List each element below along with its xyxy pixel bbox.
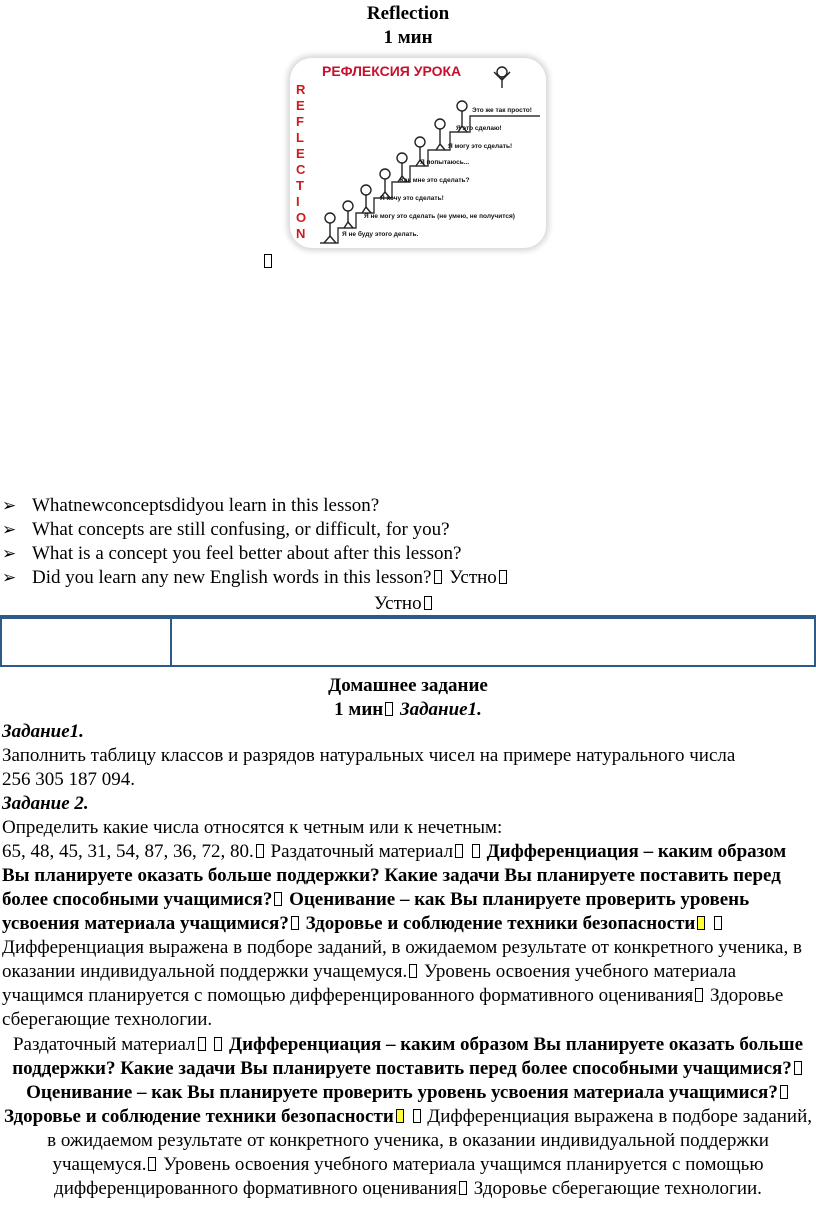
list-item: ➢ Did you learn any new English words in this lesson? Устно (0, 566, 816, 590)
table-cell (172, 617, 816, 667)
table-cell (0, 617, 172, 667)
resources-block-centered: Раздаточный материал Дифференциация – каким образом Вы планируете оказать больше поддержки? Какие задачи Вы планируете поставить перед более способными учащимися? Оценивание – как Вы планируете проверить уровень усвоения материала учащимися? Здоровье и соблюдение техники безопасности Дифференциация выражена в подборе заданий, в ожидаемом результате от конкретного ученика, в оказании индивидуальной поддержки учащемуся. Уровень освоения учебного материала учащимся планируется с помощью дифференцированного формативного оценивания Здоровье сберегающие технологии. (3, 1034, 813, 1199)
side-letter: C (296, 162, 306, 177)
homework-time: 1 мин Задание1. (334, 699, 482, 720)
oral-inline: Устно (449, 567, 497, 588)
empty-table-row (0, 617, 816, 667)
list-item: ➢ What concepts are still confusing, or difficult, for you? (2, 519, 450, 540)
step-caption: Как мне это сделать? (400, 177, 470, 184)
reflection-title: Reflection (366, 3, 450, 24)
resources-block-left: 65, 48, 45, 31, 54, 87, 36, 72, 80. Раздаточный материал Дифференциация – каким образом Вы планируете оказать больше поддержки? Какие задачи Вы планируете поставить перед более способными учащимися? Оценивание – как Вы планируете проверить уровень усвоения материала учащимися? Здоровье и соблюдение техники безопасности Дифференциация выражена в подборе заданий, в ожидаемом результате от конкретного ученика, в оказании индивидуальной поддержки учащемуся. Уровень освоения учебного материала учащимся планируется с помощью дифференцированного формативного оценивания Здоровье сберегающие технологии. (2, 841, 802, 1030)
task2-text: Определить какие числа относятся к четным или к нечетным: (2, 817, 503, 838)
homework-body (2, 720, 816, 1032)
list-item: ➢ Whatnewconceptsdidyou learn in this lesson? (2, 495, 380, 516)
side-letter: F (296, 114, 304, 129)
task1-text-line2: 256 305 187 094. (2, 769, 135, 790)
step-caption: Я не могу это сделать (не умею, не получится) (364, 213, 515, 220)
task1-text-line1: Заполнить таблицу классов и разрядов натуральных чисел на примере натурального числа (2, 745, 736, 766)
side-letter: N (296, 226, 306, 241)
arrow-bullet-icon: ➢ (2, 520, 17, 540)
side-letter: R (296, 82, 306, 97)
arrow-bullet-icon: ➢ (2, 568, 17, 588)
side-letter: O (296, 210, 307, 225)
image-side-letters (296, 82, 306, 241)
arrow-bullet-icon: ➢ (2, 496, 17, 516)
reflection-time: 1 мин (383, 27, 433, 48)
side-letter: I (296, 194, 300, 209)
step-caption: Это же так просто! (472, 107, 532, 114)
list-item: ➢ What is a concept you feel better about after this lesson? (2, 543, 462, 564)
step-caption: Я это сделаю! (456, 125, 502, 132)
homework-title: Домашнее задание (328, 675, 488, 696)
side-letter: E (296, 146, 305, 161)
arrow-bullet-icon: ➢ (2, 544, 17, 564)
oral-label: Устно (374, 592, 434, 616)
step-caption: Я могу это сделать! (448, 143, 513, 150)
side-letter: L (296, 130, 304, 145)
step-caption: Я не буду этого делать. (342, 231, 419, 238)
side-letter: E (296, 98, 305, 113)
step-caption: Я попытаюсь... (420, 159, 470, 166)
missing-glyph-marker (262, 254, 274, 272)
reflection-staircase-image (290, 58, 546, 248)
step-caption: Я хочу это сделать! (380, 195, 444, 202)
image-banner: РЕФЛЕКСИЯ УРОКА (322, 63, 462, 79)
task1-label: Задание1. (2, 721, 84, 742)
task2-label: Задание 2. (2, 793, 89, 814)
reflection-questions (0, 494, 816, 590)
side-letter: T (296, 178, 304, 193)
